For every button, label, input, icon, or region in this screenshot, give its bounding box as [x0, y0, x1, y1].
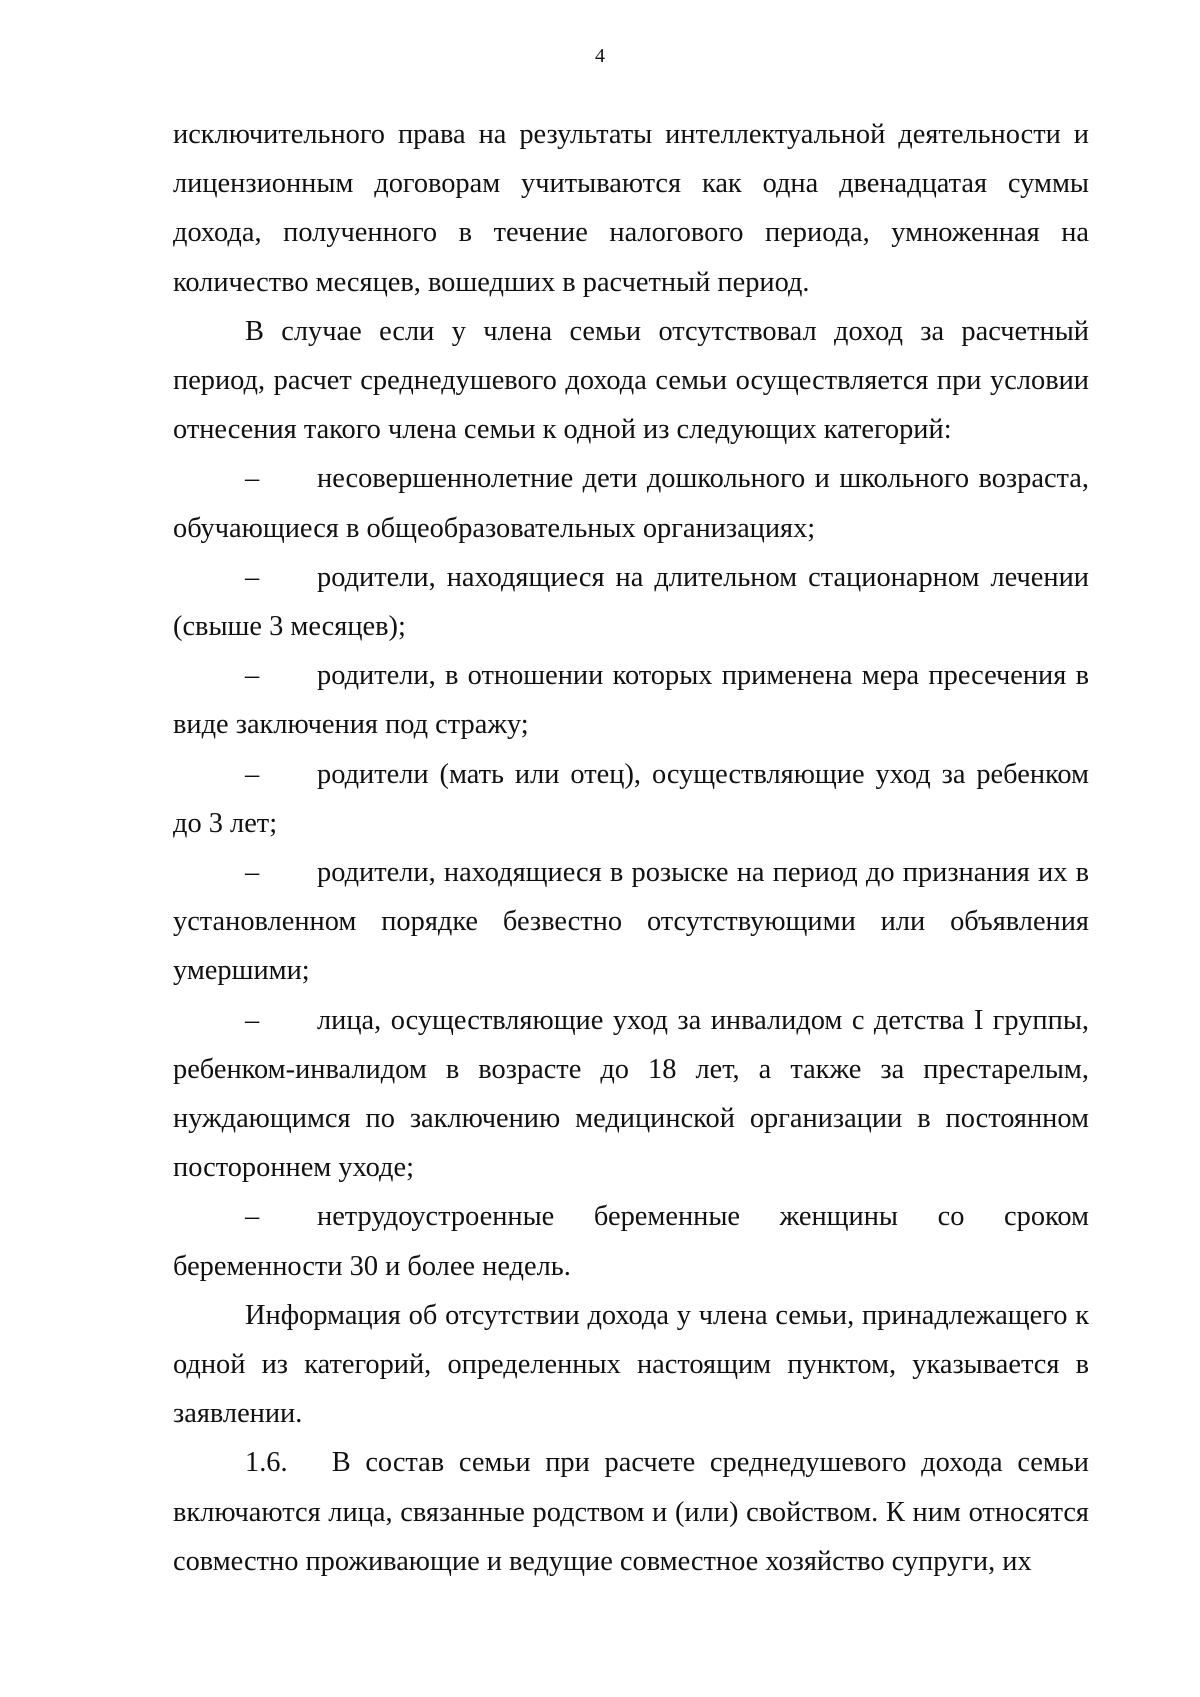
paragraph-absent-income: В случае если у члена семьи отсутствовал доход за расчетный период, расчет среднедушевого дохода семьи осуществляется при условии отнесения такого члена семьи к одной из следующих категорий:	[173, 315, 1089, 446]
list-item-text: родители, находящиеся в розыске на период до признания их в установленном порядке безвестно отсутствующими или объявления умершими;	[173, 857, 1089, 987]
list-dash: –	[245, 561, 260, 593]
list-dash: –	[245, 660, 260, 692]
list-item-text: родители (мать или отец), осуществляющие уход за ребенком до 3 лет;	[173, 758, 1089, 839]
paragraph-continuation: исключительного права на результаты интеллектуальной деятельности и лицензионным договорам учитываются как одна двенадцатая суммы дохода, полученного в течение налогового периода, умноженная на количество месяцев, вошедших в расчетный период.	[173, 119, 1089, 298]
section-number: 1.6.	[245, 1447, 288, 1479]
section-text: В состав семьи при расчете среднедушевого дохода семьи включаются лица, связанные родством и (или) свойством. К ним относятся совместно проживающие и ведущие совместное хозяйство супруги, их	[173, 1447, 1089, 1577]
list-item	[173, 651, 1089, 749]
paragraph-info-statement: Информация об отсутствии дохода у члена семьи, принадлежащего к одной из категорий, определенных настоящим пунктом, указывается в заявлении.	[173, 1299, 1089, 1430]
list-dash: –	[245, 758, 260, 790]
list-dash: –	[245, 463, 260, 495]
page-number: 4	[595, 45, 605, 67]
list-item	[173, 996, 1089, 1193]
list-item-text: нетрудоустроенные беременные женщины со сроком беременности 30 и более недель.	[173, 1201, 1089, 1282]
list-item	[173, 553, 1089, 651]
list-item-text: родители, находящиеся на длительном стационарном лечении (свыше 3 месяцев);	[173, 561, 1089, 643]
list-dash: –	[245, 857, 260, 889]
list-dash: –	[245, 1201, 260, 1233]
list-item	[173, 1192, 1089, 1290]
list-item-text: несовершеннолетние дети дошкольного и школьного возраста, обучающиеся в общеобразовательных организациях;	[173, 463, 1089, 544]
list-item	[173, 750, 1089, 848]
list-item-text: лица, осуществляющие уход за инвалидом с детства I группы, ребенком-инвалидом в возрасте до 18 лет, а также за престарелым, нуждающимся по заключению медицинской организации в постоянном постороннем уходе;	[173, 1004, 1089, 1184]
list-item	[173, 848, 1089, 996]
list-dash: –	[245, 1004, 260, 1036]
document-body	[173, 110, 1089, 1586]
list-item-text: родители, в отношении которых применена мера пресечения в виде заключения под стражу;	[173, 660, 1089, 741]
paragraph-1-6	[173, 1438, 1089, 1586]
list-item	[173, 454, 1089, 552]
